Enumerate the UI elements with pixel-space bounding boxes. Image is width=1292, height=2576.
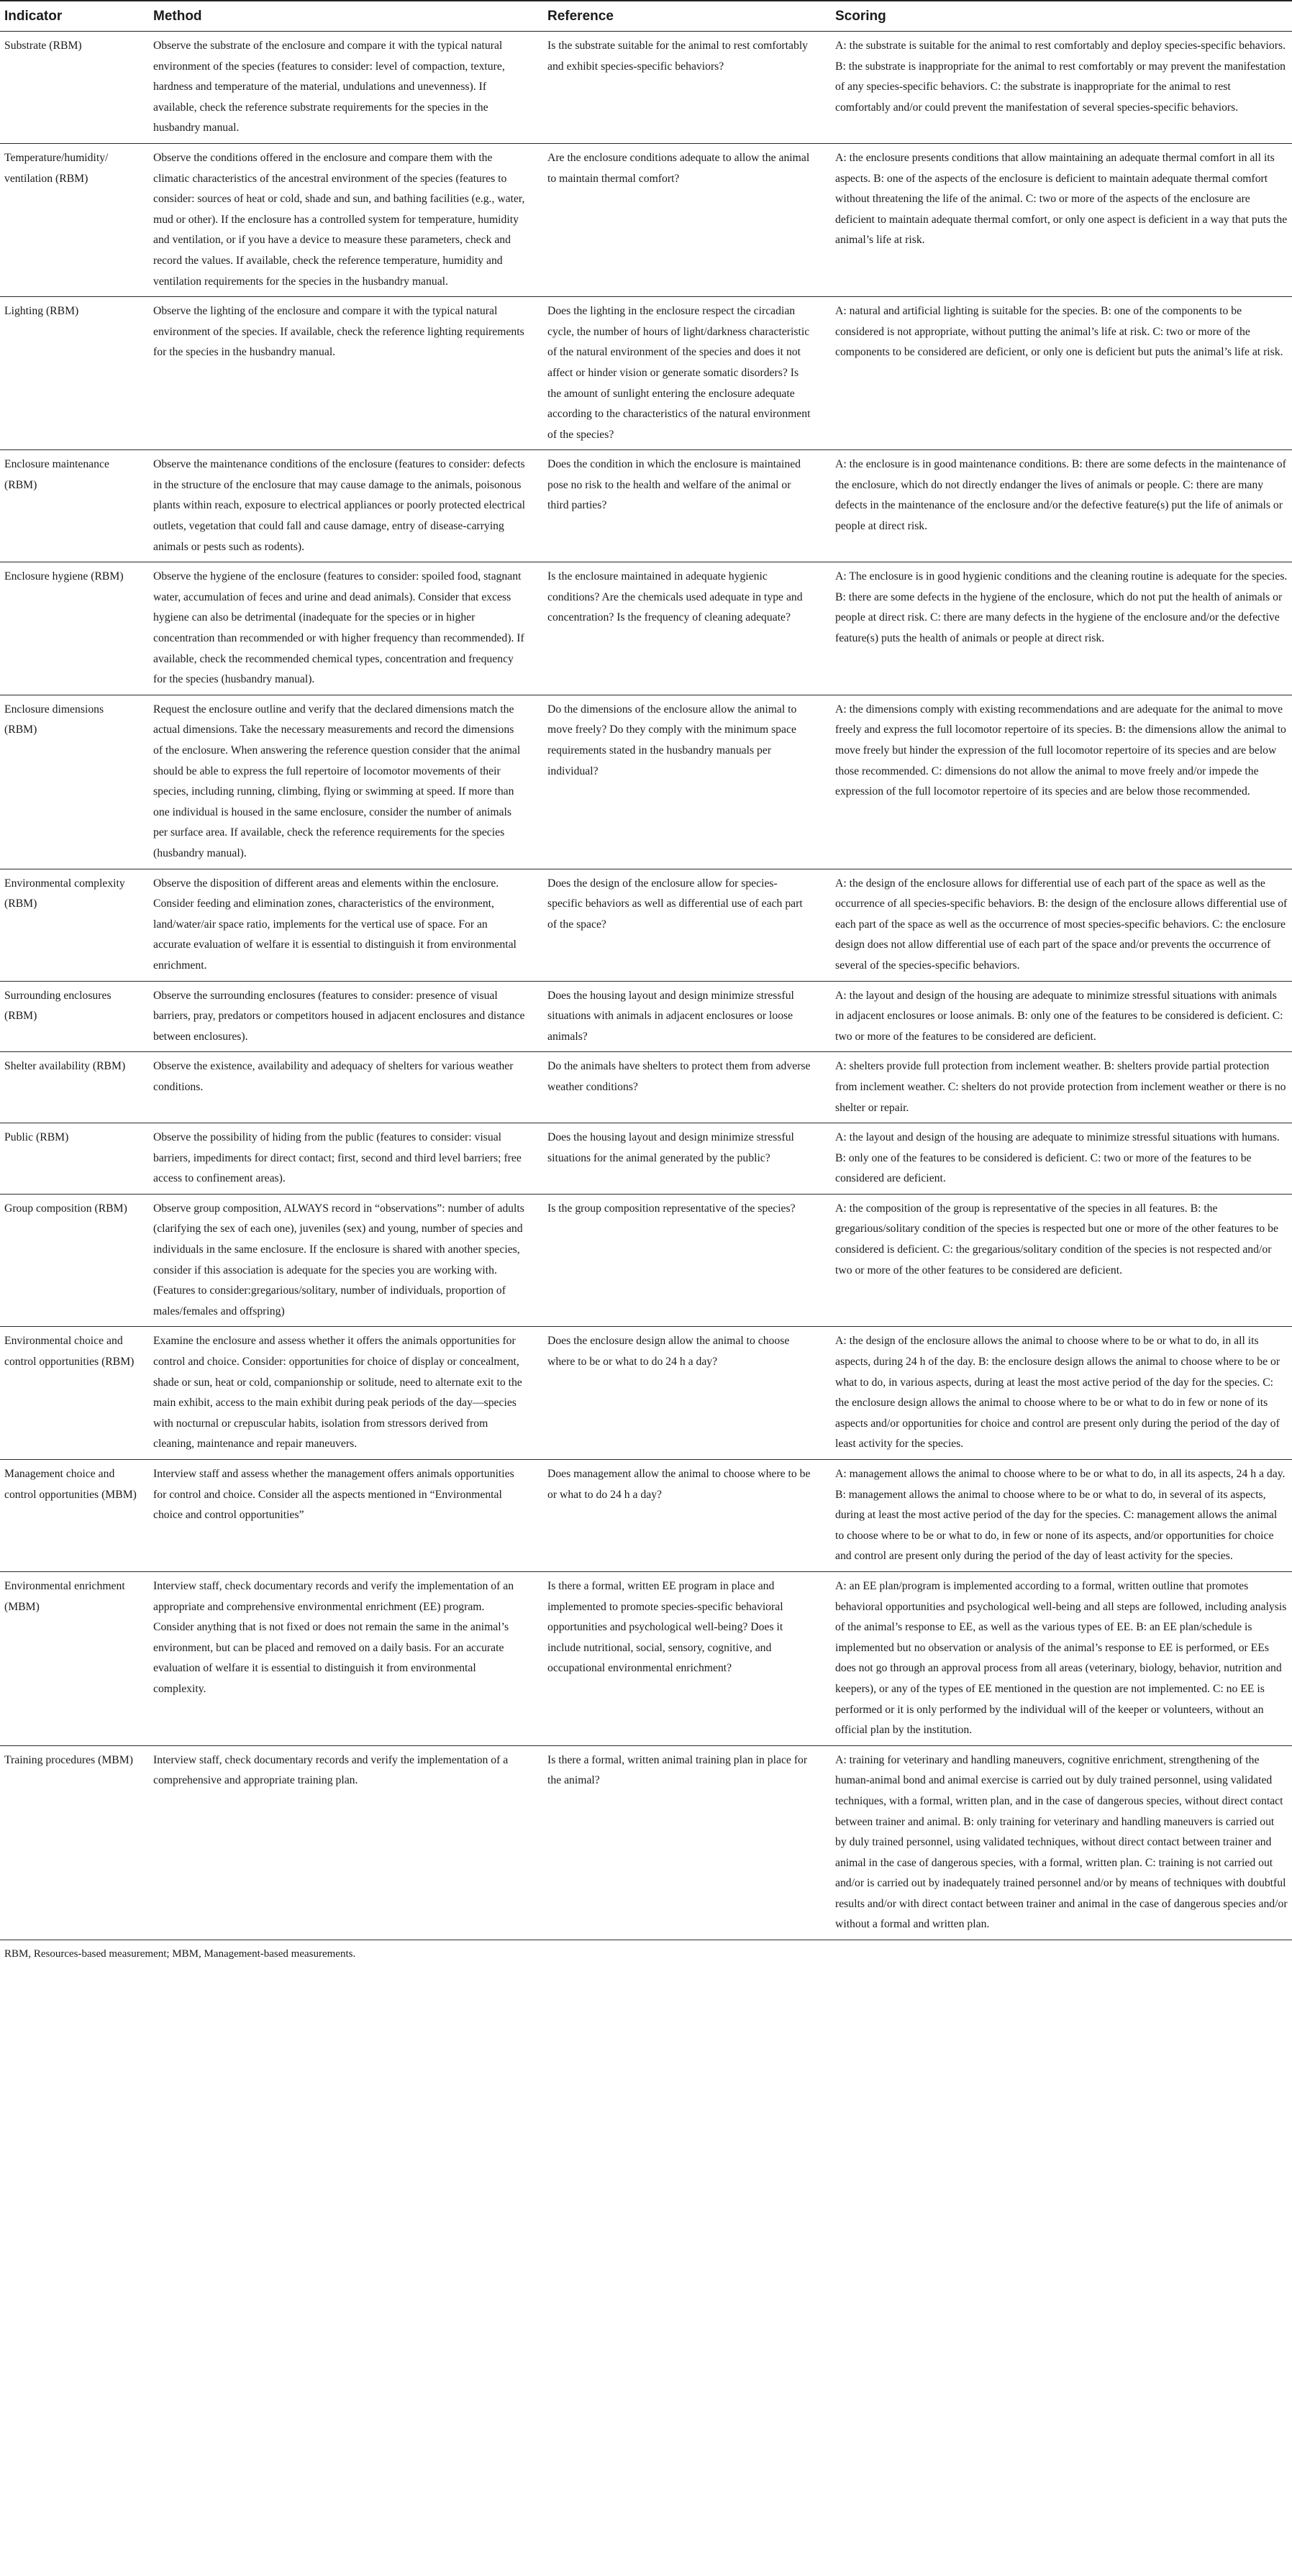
reference-cell: Is there a formal, written EE program in place and implemented to promote species-specific behavioral opportunities and psychological well-being? Does it include nutritional, social, sensory, cognitive, and occupational environmental enrichment?: [543, 1571, 831, 1745]
method-cell: Interview staff, check documentary records and verify the implementation of a comprehensive and appropriate training plan.: [149, 1745, 543, 1940]
indicator-cell: Temperature/humidity/ ventilation (RBM): [0, 143, 149, 296]
table-footnote: RBM, Resources-based measurement; MBM, Management-based measurements.: [4, 1948, 356, 1960]
method-cell: Observe group composition, ALWAYS record in “observations”: number of adults (clarifying the sex of each one), juveniles (sex) and young, number of species and individuals in the same enclosure. If the enclosure is shared with another species, consider if this association is adequate for the species you are working with. (Features to consider:gregarious/solitary, number of individuals, proportion of males/females and offspring): [149, 1194, 543, 1327]
method-cell: Interview staff, check documentary records and verify the implementation of an appropriate and comprehensive environmental enrichment (EE) program. Consider anything that is not fixed or does not remain the same in the animal’s environment, but can be placed and removed on a daily basis. For an accurate evaluation of welfare it is essential to distinguish it from environmental complexity.: [149, 1571, 543, 1745]
reference-cell: Is there a formal, written animal training plan in place for the animal?: [543, 1745, 831, 1940]
indicator-cell: Substrate (RBM): [0, 32, 149, 144]
indicator-cell: Enclosure hygiene (RBM): [0, 562, 149, 695]
indicator-cell: Environmental enrichment (MBM): [0, 1571, 149, 1745]
table-row: [0, 1194, 1292, 1327]
header-scoring: Scoring: [831, 1, 1292, 32]
indicator-cell: Surrounding enclosures (RBM): [0, 981, 149, 1052]
scoring-cell: A: the enclosure is in good maintenance conditions. B: there are some defects in the maintenance of the enclosure, which do not directly endanger the lives of animals or people. C: there are many defects in the maintenance of the enclosure and/or the defective feature(s) put the life of animals or people at direct risk.: [831, 450, 1292, 562]
method-cell: Observe the disposition of different areas and elements within the enclosure. Consider feeding and elimination zones, characteristics of the environment, land/water/air space ratio, implements for the vertical use of space. For an accurate evaluation of welfare it is essential to distinguish it from environmental enrichment.: [149, 869, 543, 981]
method-cell: Observe the hygiene of the enclosure (features to consider: spoiled food, stagnant water, accumulation of feces and urine and dead animals). Consider that excess hygiene can also be detrimental (inadequate for the species or in higher concentration than recommended or with higher frequency than recommended). If available, check the recommended chemical types, concentration and frequency for the species (husbandry manual).: [149, 562, 543, 695]
scoring-cell: A: the substrate is suitable for the animal to rest comfortably and deploy species-specific behaviors. B: the substrate is inappropriate for the animal to rest comfortably or may prevent the manifestation of any species-specific behaviors. C: the substrate is inappropriate for the animal to rest comfortably and/or could prevent the manifestation of several species-specific behaviors.: [831, 32, 1292, 144]
indicator-cell: Enclosure dimensions (RBM): [0, 695, 149, 869]
table-row: [0, 1571, 1292, 1745]
reference-cell: Is the enclosure maintained in adequate hygienic conditions? Are the chemicals used adequate in type and concentration? Is the frequency of cleaning adequate?: [543, 562, 831, 695]
indicator-cell: Lighting (RBM): [0, 297, 149, 450]
indicator-cell: Enclosure maintenance (RBM): [0, 450, 149, 562]
indicator-cell: Group composition (RBM): [0, 1194, 149, 1327]
table-row: [0, 1052, 1292, 1123]
scoring-cell: A: management allows the animal to choose where to be or what to do, in all its aspects, 24 h a day. B: management allows the animal to choose where to be or what to do, in several of its aspects, during at least the most active period of the day for the species. C: management allows the animal to choose where to be or what to do, in few or none of its aspects, and/or opportunities for choice and control are present only during the period of the day of least activity for the species.: [831, 1460, 1292, 1572]
method-cell: Observe the possibility of hiding from the public (features to consider: visual barriers, impediments for direct contact; first, second and third level barriers; free access to confinement areas).: [149, 1123, 543, 1195]
method-cell: Observe the surrounding enclosures (features to consider: presence of visual barriers, pray, predators or competitors housed in adjacent enclosures and distance between enclosures).: [149, 981, 543, 1052]
reference-cell: Do the animals have shelters to protect them from adverse weather conditions?: [543, 1052, 831, 1123]
reference-cell: Does the design of the enclosure allow for species-specific behaviors as well as differential use of each part of the space?: [543, 869, 831, 981]
table-row: [0, 1460, 1292, 1572]
indicator-cell: Environmental complexity (RBM): [0, 869, 149, 981]
reference-cell: Does the enclosure design allow the animal to choose where to be or what to do 24 h a day?: [543, 1327, 831, 1460]
table-row: [0, 1123, 1292, 1195]
header-method: Method: [149, 1, 543, 32]
table-row: [0, 297, 1292, 450]
reference-cell: Does the housing layout and design minimize stressful situations with animals in adjacent enclosures or loose animals?: [543, 981, 831, 1052]
table-row: [0, 981, 1292, 1052]
scoring-cell: A: the design of the enclosure allows for differential use of each part of the space as well as the occurrence of all species-specific behaviors. B: the design of the enclosure allows differential use of each part of the space as well as the occurrence of most species-specific behaviors. C: the enclosure design does not allow differential use of each part of the space and/or prevents the occurrence of several of the species-specific behaviors.: [831, 869, 1292, 981]
indicator-cell: Shelter availability (RBM): [0, 1052, 149, 1123]
scoring-cell: A: the enclosure presents conditions that allow maintaining an adequate thermal comfort in all its aspects. B: one of the aspects of the enclosure is deficient to maintain adequate thermal comfort without threatening the life of the animal. C: two or more of the aspects of the enclosure are deficient to maintain adequate thermal comfort, or only one aspect is deficient in a way that puts the animal’s life at risk.: [831, 143, 1292, 296]
indicator-cell: Public (RBM): [0, 1123, 149, 1195]
header-reference: Reference: [543, 1, 831, 32]
method-cell: Interview staff and assess whether the management offers animals opportunities for control and choice. Consider all the aspects mentioned in “Environmental choice and control opportunities”: [149, 1460, 543, 1572]
table-row: [0, 1327, 1292, 1460]
table-row: [0, 562, 1292, 695]
reference-cell: Do the dimensions of the enclosure allow the animal to move freely? Do they comply with the minimum space requirements stated in the husbandry manuals per individual?: [543, 695, 831, 869]
method-cell: Observe the lighting of the enclosure and compare it with the typical natural environment of the species. If available, check the reference lighting requirements for the species in the husbandry manual.: [149, 297, 543, 450]
table-row: [0, 143, 1292, 296]
reference-cell: Does the housing layout and design minimize stressful situations for the animal generated by the public?: [543, 1123, 831, 1195]
scoring-cell: A: shelters provide full protection from inclement weather. B: shelters provide partial protection from inclement weather. C: shelters do not provide protection from inclement weather or there is no shelter or repair.: [831, 1052, 1292, 1123]
method-cell: Observe the substrate of the enclosure and compare it with the typical natural environment of the species (features to consider: level of compaction, texture, hardness and temperature of the material, undulations and unevenness). If available, check the reference substrate requirements for the species in the husbandry manual.: [149, 32, 543, 144]
scoring-cell: A: natural and artificial lighting is suitable for the species. B: one of the components to be considered is not appropriate, without putting the animal’s life at risk. C: two or more of the components to be considered are deficient, or only one is deficient but puts the animal’s life at risk.: [831, 297, 1292, 450]
table-row: [0, 695, 1292, 869]
scoring-cell: A: training for veterinary and handling maneuvers, cognitive enrichment, strengthening of the human-animal bond and animal exercise is carried out by duly trained personnel, using validated techniques, with a formal, written plan, and in the case of dangerous species, without direct contact between trainer and animal. B: only training for veterinary and handling maneuvers is carried out by duly trained personnel, using validated techniques, without direct contact between trainer and animal in the case of dangerous species, with a formal, written plan. C: training is not carried out and/or is carried out by inadequately trained personnel and/or by means of techniques with doubtful results and/or with direct contact between trainer and animal in the case of dangerous species and/or without a formal and written plan.: [831, 1745, 1292, 1940]
reference-cell: Does the lighting in the enclosure respect the circadian cycle, the number of hours of light/darkness characteristic of the natural environment of the species and does it not affect or hinder vision or generate somatic disorders? Is the amount of sunlight entering the enclosure adequate according to the characteristics of the natural environment of the species?: [543, 297, 831, 450]
scoring-cell: A: the composition of the group is representative of the species in all features. B: the gregarious/solitary condition of the species is respected but one or more of the other features to be considered is deficient. C: the gregarious/solitary condition of the species is not respected and/or two or more of the other features to be considered are deficient.: [831, 1194, 1292, 1327]
table-header-row: [0, 1, 1292, 32]
reference-cell: Is the group composition representative of the species?: [543, 1194, 831, 1327]
indicator-cell: Environmental choice and control opportunities (RBM): [0, 1327, 149, 1460]
method-cell: Request the enclosure outline and verify that the declared dimensions match the actual dimensions. Take the necessary measurements and record the dimensions of the enclosure. When answering the reference question consider that the animal should be able to express the full repertoire of locomotor movements of their species, including running, climbing, flying or swimming at speed. If more than one individual is housed in the same enclosure, consider the number of animals per surface area. If available, check the reference requirements for the species (husbandry manual).: [149, 695, 543, 869]
scoring-cell: A: the layout and design of the housing are adequate to minimize stressful situations with animals in adjacent enclosures or loose animals. B: only one of the features to be considered is deficient. C: two or more of the features to be considered are deficient.: [831, 981, 1292, 1052]
reference-cell: Does management allow the animal to choose where to be or what to do 24 h a day?: [543, 1460, 831, 1572]
indicator-cell: Training procedures (MBM): [0, 1745, 149, 1940]
table-row: [0, 869, 1292, 981]
reference-cell: Does the condition in which the enclosure is maintained pose no risk to the health and welfare of the animal or third parties?: [543, 450, 831, 562]
method-cell: Observe the existence, availability and adequacy of shelters for various weather conditions.: [149, 1052, 543, 1123]
indicator-cell: Management choice and control opportunities (MBM): [0, 1460, 149, 1572]
reference-cell: Are the enclosure conditions adequate to allow the animal to maintain thermal comfort?: [543, 143, 831, 296]
reference-cell: Is the substrate suitable for the animal to rest comfortably and exhibit species-specific behaviors?: [543, 32, 831, 144]
scoring-cell: A: The enclosure is in good hygienic conditions and the cleaning routine is adequate for the species. B: there are some defects in the hygiene of the enclosure, which do not put the health of animals or people at direct risk. C: there are many defects in the hygiene of the enclosure and/or the defective feature(s) puts the health of animals or people at direct risk.: [831, 562, 1292, 695]
scoring-cell: A: the layout and design of the housing are adequate to minimize stressful situations with humans. B: only one of the features to be considered is deficient. C: two or more of the features to be considered are deficient.: [831, 1123, 1292, 1195]
table-row: [0, 32, 1292, 144]
method-cell: Examine the enclosure and assess whether it offers the animals opportunities for control and choice. Consider: opportunities for choice of display or concealment, shade or sun, heat or cold, companionship or solitude, need to alternate exit to the main exhibit, access to the main exhibit during peak periods of the day—species with nocturnal or crepuscular habits, isolation from stressors derived from cleaning, maintenance and repair maneuvers.: [149, 1327, 543, 1460]
table-row: [0, 1745, 1292, 1940]
header-indicator: Indicator: [0, 1, 149, 32]
method-cell: Observe the conditions offered in the enclosure and compare them with the climatic characteristics of the ancestral environment of the species (features to consider: sources of heat or cold, shade and sun, and bathing facilities (e.g., water, mud or other). If the enclosure has a controlled system for temperature, humidity and ventilation, or if you have a device to measure these parameters, check and record the values. If available, check the reference temperature, humidity and ventilation requirements for the species in the husbandry manual.: [149, 143, 543, 296]
table-row: [0, 450, 1292, 562]
scoring-cell: A: the design of the enclosure allows the animal to choose where to be or what to do, in all its aspects, during 24 h of the day. B: the enclosure design allows the animal to choose where to be or what to do, in various aspects, during at least the most active period of the day for the species. C: the enclosure design allows the animal to choose where to be or what to do in few or none of its aspects and/or opportunities for choice and control are present only during the period of the day of least activity for the species.: [831, 1327, 1292, 1460]
scoring-cell: A: an EE plan/program is implemented according to a formal, written outline that promotes behavioral opportunities and psychological well-being and all steps are followed, including analysis of the animal’s response to EE, as well as the various types of EE. B: an EE plan/schedule is implemented but no observation or analysis of the animal’s response to EE is performed, or EEs does not go through an approval process from all areas (veterinary, biology, behavior, nutrition and keepers), or any of the types of EE mentioned in the question are not implemented. C: no EE is performed or it is only performed by the individual will of the keeper or volunteers, without an official plan by the institution.: [831, 1571, 1292, 1745]
scoring-cell: A: the dimensions comply with existing recommendations and are adequate for the animal to move freely and express the full locomotor repertoire of its species. B: the dimensions allow the animal to move freely but hinder the expression of the full locomotor repertoire of its species and are below those recommended. C: dimensions do not allow the animal to move freely and/or impede the expression of the full locomotor repertoire of its species and are below those recommended.: [831, 695, 1292, 869]
method-cell: Observe the maintenance conditions of the enclosure (features to consider: defects in the structure of the enclosure that may cause damage to the animals, poisonous plants within reach, exposure to electrical appliances or poorly protected electrical outlets, vegetation that could fall and cause damage, entry of disease-carrying animals or pests such as rodents).: [149, 450, 543, 562]
